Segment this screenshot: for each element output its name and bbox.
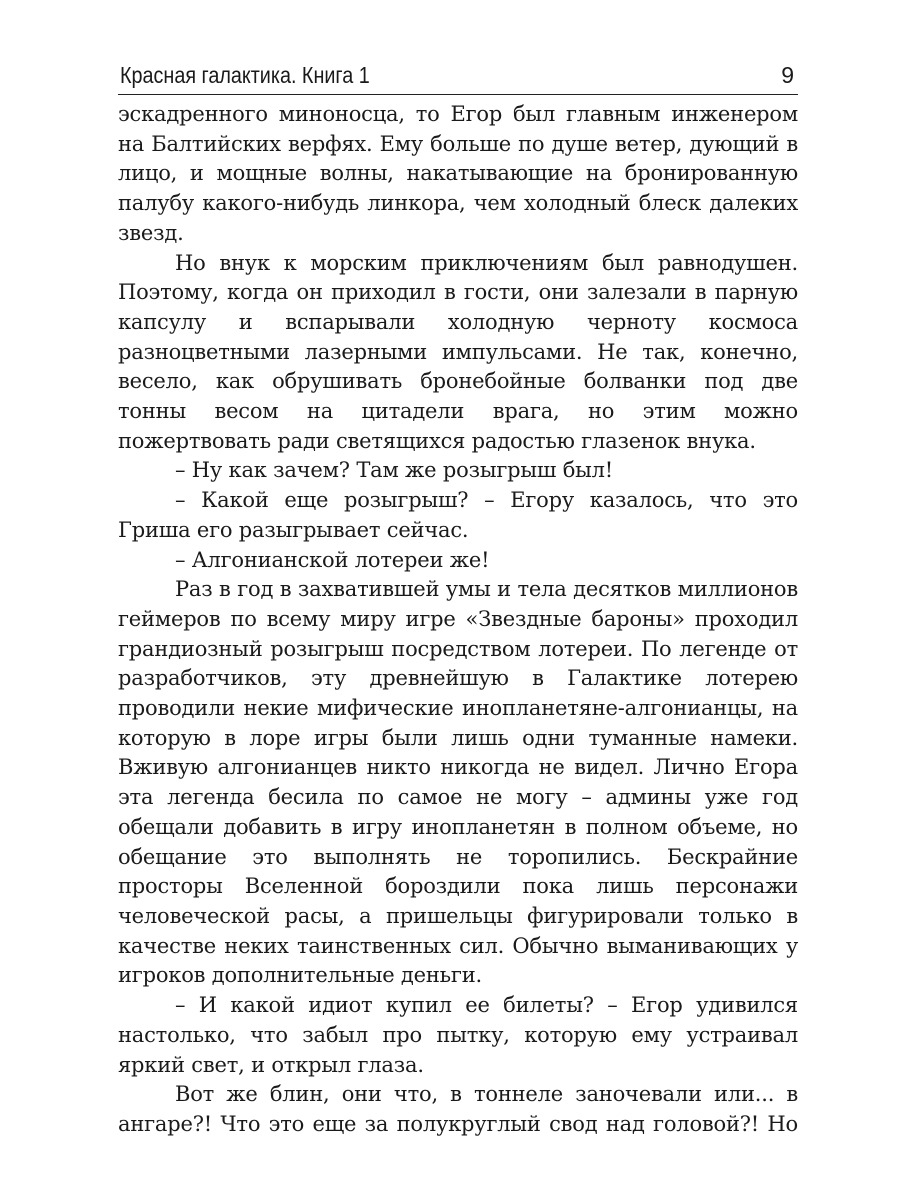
running-header xyxy=(118,58,798,95)
book-title: Красная галактика. Книга 1 xyxy=(120,62,370,88)
paragraph: Но внук к морским приключениям был равнодушен. Поэтому, когда он приходил в гости, они залезали в парную капсулу и вспарывали холодную черноту космоса разноцветными лазерными импульсами. Не так, конечно, весело, как обрушивать бронебойные болванки под две тонны весом на цитадели врага, но этим можно пожертвовать ради светящихся радостью глазенок внука. xyxy=(118,250,798,453)
paragraph-continued: Вот же блин, они что, в тоннеле заночевали или... в ангаре?! Что это еще за полукруглый свод над головой?! Но xyxy=(118,1082,798,1136)
page-number: 9 xyxy=(781,62,794,88)
dialogue-line: – Ну как зачем? Там же розыгрыш был! xyxy=(175,458,614,483)
dialogue-line: – Какой еще розыгрыш? – Егору казалось, что это Гриша его разыгрывает сейчас. xyxy=(118,488,798,542)
dialogue-line: – И какой идиот купил ее билеты? – Егор удивился настолько, что забыл про пытку, которую ему устраивал яркий свет, и открыл глаза. xyxy=(118,993,798,1077)
page-body xyxy=(118,100,798,1140)
dialogue-line: – Алгонианской лотереи же! xyxy=(175,547,490,572)
paragraph: Раз в год в захватившей умы и тела десятков миллионов геймеров по всему миру игре «Звездные бароны» проходил грандиозный розыгрыш посредством лотереи. По легенде от разработчиков, эту древнейшую в Галактике лотерею проводили некие мифические инопланетяне-алгонианцы, на которую в лоре игры были лишь одни туманные намеки. Вживую алгонианцев никто никогда не видел. Лично Егора эта легенда бесила по самое не могу – админы уже год обещали добавить в игру инопланетян в полном объеме, но обещание это выполнять не торопились. Бескрайние просторы Вселенной бороздили пока лишь персонажи человеческой расы, а пришельцы фигурировали только в качестве неких таинственных сил. Обычно выманивающих у игроков дополнительные деньги. xyxy=(118,577,798,988)
paragraph-continuation: эскадренного миноносца, то Егор был главным инженером на Балтийских верфях. Ему больше по душе ветер, дующий в лицо, и мощные волны, накатывающие на бронированную палубу какого-нибудь линкора, чем холодный блеск далеких звезд. xyxy=(118,102,798,245)
